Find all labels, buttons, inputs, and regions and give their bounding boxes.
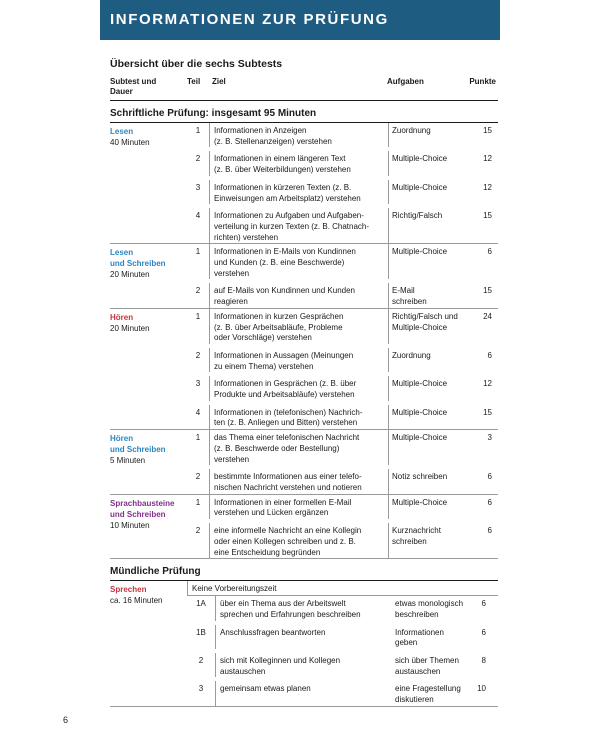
header-ziel: Ziel <box>212 77 226 86</box>
teil-cell: 1 <box>187 123 210 147</box>
subtest-group <box>110 430 498 495</box>
text-line: Multiple-Choice <box>392 154 448 164</box>
header-subtest: Subtest und Dauer <box>110 77 157 96</box>
page-number: 6 <box>63 715 69 725</box>
ziel-cell <box>210 405 389 429</box>
text-line: verstehen und Lücken ergänzen <box>214 508 329 518</box>
text-line: gemeinsam etwas planen <box>220 684 311 694</box>
table-row <box>187 123 498 147</box>
table-row <box>187 469 498 493</box>
subtest-rows <box>187 244 498 308</box>
preparation-time-note: Keine Vorbereitungszeit <box>187 581 498 596</box>
subtest-rows <box>187 309 498 429</box>
text-line: Kurznachricht <box>392 526 441 536</box>
teil-cell: 1 <box>187 244 210 279</box>
text-line: ten (z. B. Anliegen und Bitten) verstehen <box>214 418 358 428</box>
punkte-cell: 15 <box>483 126 492 135</box>
table-row <box>187 495 498 519</box>
punkte-cell: 12 <box>483 379 492 389</box>
text-line: beschreiben <box>395 609 439 619</box>
punkte-cell: 10 <box>477 684 486 694</box>
text-line: das Thema einer telefonischen Nachricht <box>214 433 360 443</box>
aufgaben-cell <box>392 596 471 620</box>
aufgaben-cell <box>389 376 476 400</box>
subtest-duration: 40 Minuten <box>110 138 150 147</box>
punkte-cell: 6 <box>487 526 492 536</box>
aufgaben-cell <box>389 151 476 175</box>
text-line: (z. B. Stellenanzeigen) verstehen <box>214 136 332 146</box>
subtest-duration: 20 Minuten <box>110 270 150 280</box>
subtest-name: Hören <box>110 312 134 322</box>
subtest-cell <box>110 309 187 429</box>
text-line: eine Entscheidung begründen <box>214 547 321 557</box>
subtest-group <box>110 495 498 560</box>
aufgaben-cell <box>389 244 476 279</box>
text-line: reagieren <box>214 297 248 307</box>
text-line: verteilung in kurzen Texten (z. B. Chatnach- <box>214 221 370 231</box>
punkte-cell: 6 <box>481 627 486 637</box>
written-exam-table <box>110 123 498 559</box>
ziel-cell <box>216 681 392 705</box>
teil-cell: 2 <box>187 653 216 677</box>
subtest-cell <box>110 581 187 706</box>
text-line: schreiben <box>392 536 427 546</box>
ziel-cell <box>216 625 392 649</box>
ziel-cell <box>210 523 389 558</box>
subtest-name: Hören <box>110 434 134 444</box>
text-line: verstehen <box>214 268 250 278</box>
text-line: Informationen <box>395 627 444 637</box>
table-row <box>187 405 498 429</box>
text-line: verstehen <box>214 454 250 464</box>
table-row <box>187 653 498 677</box>
ziel-cell <box>210 244 389 279</box>
text-line: Anschlussfragen beantworten <box>220 627 326 637</box>
punkte-cell: 8 <box>481 656 486 666</box>
subtest-name: Lesen <box>110 248 134 258</box>
text-line: Produkte und Arbeitsabläufe) verstehen <box>214 390 355 400</box>
text-line: Richtig/Falsch <box>392 211 443 221</box>
text-line: Multiple-Choice <box>392 182 448 192</box>
table-row <box>187 681 498 705</box>
table-row <box>187 523 498 558</box>
teil-cell: 2 <box>187 283 210 307</box>
header-banner <box>100 0 500 40</box>
subtest-rows <box>187 123 498 243</box>
teil-cell: 3 <box>187 376 210 400</box>
punkte-cell: 15 <box>483 286 492 296</box>
subtest-duration: 5 Minuten <box>110 456 146 466</box>
subtest-duration: 20 Minuten <box>110 323 150 333</box>
teil-cell: 4 <box>187 405 210 429</box>
aufgaben-cell <box>392 653 471 677</box>
text-line: Informationen in Gesprächen (z. B. über <box>214 379 357 389</box>
text-line: Informationen zu Aufgaben und Aufgaben- <box>214 211 364 221</box>
punkte-cell: 6 <box>487 247 492 257</box>
ziel-cell <box>210 348 389 372</box>
text-line: Multiple-Choice <box>392 497 448 507</box>
oral-exam-title: Mündliche Prüfung <box>110 559 498 581</box>
table-row <box>187 348 498 372</box>
header-punkte: Punkte <box>469 77 496 86</box>
text-line: und Kunden (z. B. eine Beschwerde) <box>214 258 345 268</box>
text-line: sprechen und Erfahrungen beschreiben <box>220 609 361 619</box>
ziel-cell <box>210 208 389 243</box>
text-line: bestimmte Informationen aus einer telefo- <box>214 472 362 482</box>
punkte-cell: 6 <box>487 497 492 507</box>
punkte-cell: 6 <box>487 350 492 360</box>
punkte-cell: 6 <box>481 599 486 609</box>
header-teil: Teil <box>187 77 201 86</box>
ziel-cell <box>210 151 389 175</box>
table-row <box>187 376 498 400</box>
subtest-name-2: und Schreiben <box>110 509 166 519</box>
text-line: nischen Nachricht verstehen und notieren <box>214 482 362 492</box>
table-row <box>187 151 498 175</box>
text-line: zu einem Thema) verstehen <box>214 361 314 371</box>
aufgaben-cell <box>389 309 476 344</box>
subtest-rows <box>187 495 498 559</box>
aufgaben-cell <box>392 625 471 649</box>
teil-cell: 1A <box>187 596 216 620</box>
teil-cell: 2 <box>187 348 210 372</box>
oral-exam-table <box>110 581 498 707</box>
aufgaben-cell <box>389 348 476 372</box>
subtest-group <box>110 244 498 309</box>
subtest-name: Sprechen <box>110 585 147 595</box>
page-title: INFORMATIONEN ZUR PRÜFUNG <box>110 11 389 28</box>
text-line: Notiz schreiben <box>392 472 448 482</box>
ziel-cell <box>210 469 389 493</box>
aufgaben-cell <box>389 180 476 204</box>
aufgaben-cell <box>389 523 476 558</box>
text-line: Richtig/Falsch und <box>392 311 458 321</box>
section-subtitle: Übersicht über die sechs Subtests <box>110 58 283 70</box>
aufgaben-cell <box>389 405 476 429</box>
text-line: Multiple-Choice <box>392 433 448 443</box>
table-row <box>187 244 498 279</box>
table-row <box>187 208 498 243</box>
text-line: oder einen Kollegen schreiben und z. B. <box>214 536 356 546</box>
text-line: Informationen in einem längeren Text <box>214 154 346 164</box>
text-line: richten) verstehen <box>214 232 279 242</box>
text-line: Zuordnung <box>392 350 431 360</box>
text-line: austauschen <box>395 666 441 676</box>
text-line: über ein Thema aus der Arbeitswelt <box>220 599 346 609</box>
teil-cell: 2 <box>187 469 210 493</box>
text-line: (z. B. Beschwerde oder Bestellung) <box>214 443 340 453</box>
punkte-cell: 12 <box>483 154 492 164</box>
text-line: Multiple-Choice <box>392 247 448 257</box>
text-line: schreiben <box>392 297 427 307</box>
table-row <box>187 596 498 620</box>
aufgaben-cell <box>392 681 471 705</box>
ziel-cell <box>210 376 389 400</box>
header-aufgaben: Aufgaben <box>387 77 424 86</box>
table-row <box>187 283 498 307</box>
table-row <box>187 180 498 204</box>
aufgaben-cell <box>389 283 476 307</box>
subtest-rows <box>187 430 498 494</box>
ziel-cell <box>210 309 389 344</box>
subtest-duration: ca. 16 Minuten <box>110 596 163 606</box>
subtest-cell <box>110 123 187 243</box>
text-line: Informationen in Anzeigen <box>214 126 307 135</box>
teil-cell: 2 <box>187 151 210 175</box>
teil-cell: 1B <box>187 625 216 649</box>
text-line: eine Fragestellung <box>395 684 461 694</box>
text-line: E-Mail <box>392 286 415 296</box>
aufgaben-cell <box>389 495 476 519</box>
subtest-group <box>110 581 498 707</box>
punkte-cell: 6 <box>487 472 492 482</box>
subtest-group <box>110 309 498 430</box>
punkte-cell: 15 <box>483 407 492 417</box>
text-line: sich mit Kolleginnen und Kollegen <box>220 656 341 666</box>
text-line: Multiple-Choice <box>392 379 448 389</box>
aufgaben-cell <box>389 208 476 243</box>
punkte-cell: 15 <box>483 211 492 221</box>
ziel-cell <box>216 596 392 620</box>
ziel-cell <box>210 123 389 147</box>
text-line: Informationen in einer formellen E-Mail <box>214 497 352 507</box>
subtest-rows <box>187 581 498 706</box>
text-line: diskutieren <box>395 695 434 705</box>
table-row <box>187 625 498 649</box>
text-line: Informationen in Aussagen (Meinungen <box>214 350 354 360</box>
text-line: austauschen <box>220 666 266 676</box>
teil-cell: 1 <box>187 495 210 519</box>
table-row <box>187 430 498 465</box>
subtest-cell <box>110 244 187 308</box>
subtest-name-2: und Schreiben <box>110 445 166 455</box>
text-line: Multiple-Choice <box>392 407 448 417</box>
subtest-group <box>110 123 498 244</box>
content <box>110 58 498 707</box>
text-line: (z. B. über Arbeitsabläufe, Probleme <box>214 322 343 332</box>
punkte-cell: 12 <box>483 182 492 192</box>
text-line: Multiple-Choice <box>392 322 448 332</box>
text-line: Zuordnung <box>392 126 431 135</box>
aufgaben-cell <box>389 469 476 493</box>
ziel-cell <box>216 653 392 677</box>
text-line: (z. B. über Weiterbildungen) verstehen <box>214 165 351 175</box>
text-line: sich über Themen <box>395 656 459 666</box>
text-line: oder Vorschläge) verstehen <box>214 333 312 343</box>
teil-cell: 3 <box>187 180 210 204</box>
subtest-cell <box>110 495 187 559</box>
aufgaben-cell <box>389 123 476 147</box>
text-line: geben <box>395 638 418 648</box>
text-line: auf E-Mails von Kundinnen und Kunden <box>214 286 355 296</box>
text-line: Informationen in kurzen Gesprächen <box>214 311 344 321</box>
teil-cell: 4 <box>187 208 210 243</box>
table-header <box>110 77 498 101</box>
text-line: Informationen in kürzeren Texten (z. B. <box>214 182 352 192</box>
ziel-cell <box>210 283 389 307</box>
punkte-cell: 24 <box>483 311 492 321</box>
ziel-cell <box>210 495 389 519</box>
text-line: eine informelle Nachricht an eine Kollegin <box>214 526 362 536</box>
subtest-duration: 10 Minuten <box>110 520 150 530</box>
text-line: Informationen in (telefonischen) Nachrich- <box>214 407 363 417</box>
punkte-cell: 3 <box>487 433 492 443</box>
subtest-cell <box>110 430 187 494</box>
subtest-name-2: und Schreiben <box>110 259 166 269</box>
teil-cell: 2 <box>187 523 210 558</box>
subtest-name: Lesen <box>110 127 134 136</box>
table-row <box>187 309 498 344</box>
subtest-name: Sprachbausteine <box>110 498 175 508</box>
written-exam-title: Schriftliche Prüfung: insgesamt 95 Minuten <box>110 101 498 123</box>
text-line: Informationen in E-Mails von Kundinnen <box>214 247 356 257</box>
ziel-cell <box>210 180 389 204</box>
ziel-cell <box>210 430 389 465</box>
text-line: Einweisungen am Arbeitsplatz) verstehen <box>214 193 361 203</box>
aufgaben-cell <box>389 430 476 465</box>
teil-cell: 3 <box>187 681 216 705</box>
teil-cell: 1 <box>187 309 210 344</box>
teil-cell: 1 <box>187 430 210 465</box>
text-line: etwas monologisch <box>395 599 464 609</box>
